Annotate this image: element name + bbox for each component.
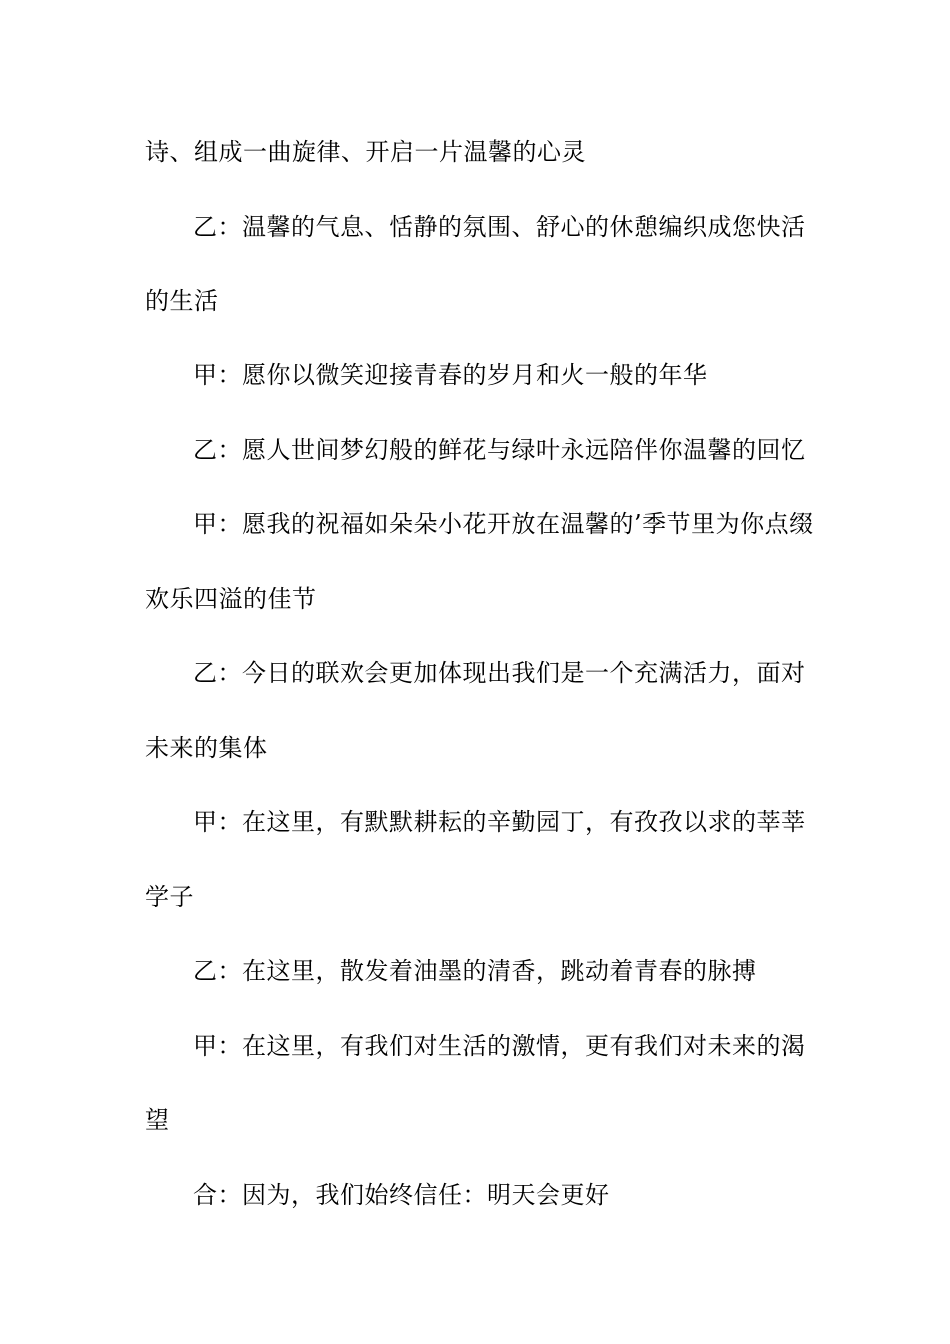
paragraph-line: 的生活 [145, 287, 219, 315]
paragraph-line: 乙：愿人世间梦幻般的鲜花与绿叶永远陪伴你温馨的回忆 [193, 436, 806, 464]
paragraph-line: 合：因为，我们始终信任：明天会更好 [193, 1181, 610, 1209]
paragraph-line: 未来的集体 [145, 734, 268, 762]
paragraph-line: 甲：愿我的祝福如朵朵小花开放在温馨的’季节里为你点缀 [193, 510, 814, 538]
paragraph-line: 学子 [145, 883, 194, 911]
paragraph-line: 望 [145, 1106, 170, 1134]
paragraph-line: 乙：今日的联欢会更加体现出我们是一个充满活力，面对 [193, 659, 806, 687]
paragraph-line: 欢乐四溢的佳节 [145, 585, 317, 613]
paragraph-line: 甲：愿你以微笑迎接青春的岁月和火一般的年华 [193, 361, 708, 389]
paragraph-line: 诗、组成一曲旋律、开启一片温馨的心灵 [145, 138, 586, 166]
paragraph-line: 乙：温馨的气息、恬静的氛围、舒心的休憩编织成您快活 [193, 213, 806, 241]
paragraph-line: 甲：在这里，有我们对生活的激情，更有我们对未来的渴 [193, 1032, 806, 1060]
paragraph-line: 乙：在这里，散发着油墨的清香，跳动着青春的脉搏 [193, 957, 757, 985]
paragraph-line: 甲：在这里，有默默耕耘的辛勤园丁，有孜孜以求的莘莘 [193, 808, 806, 836]
